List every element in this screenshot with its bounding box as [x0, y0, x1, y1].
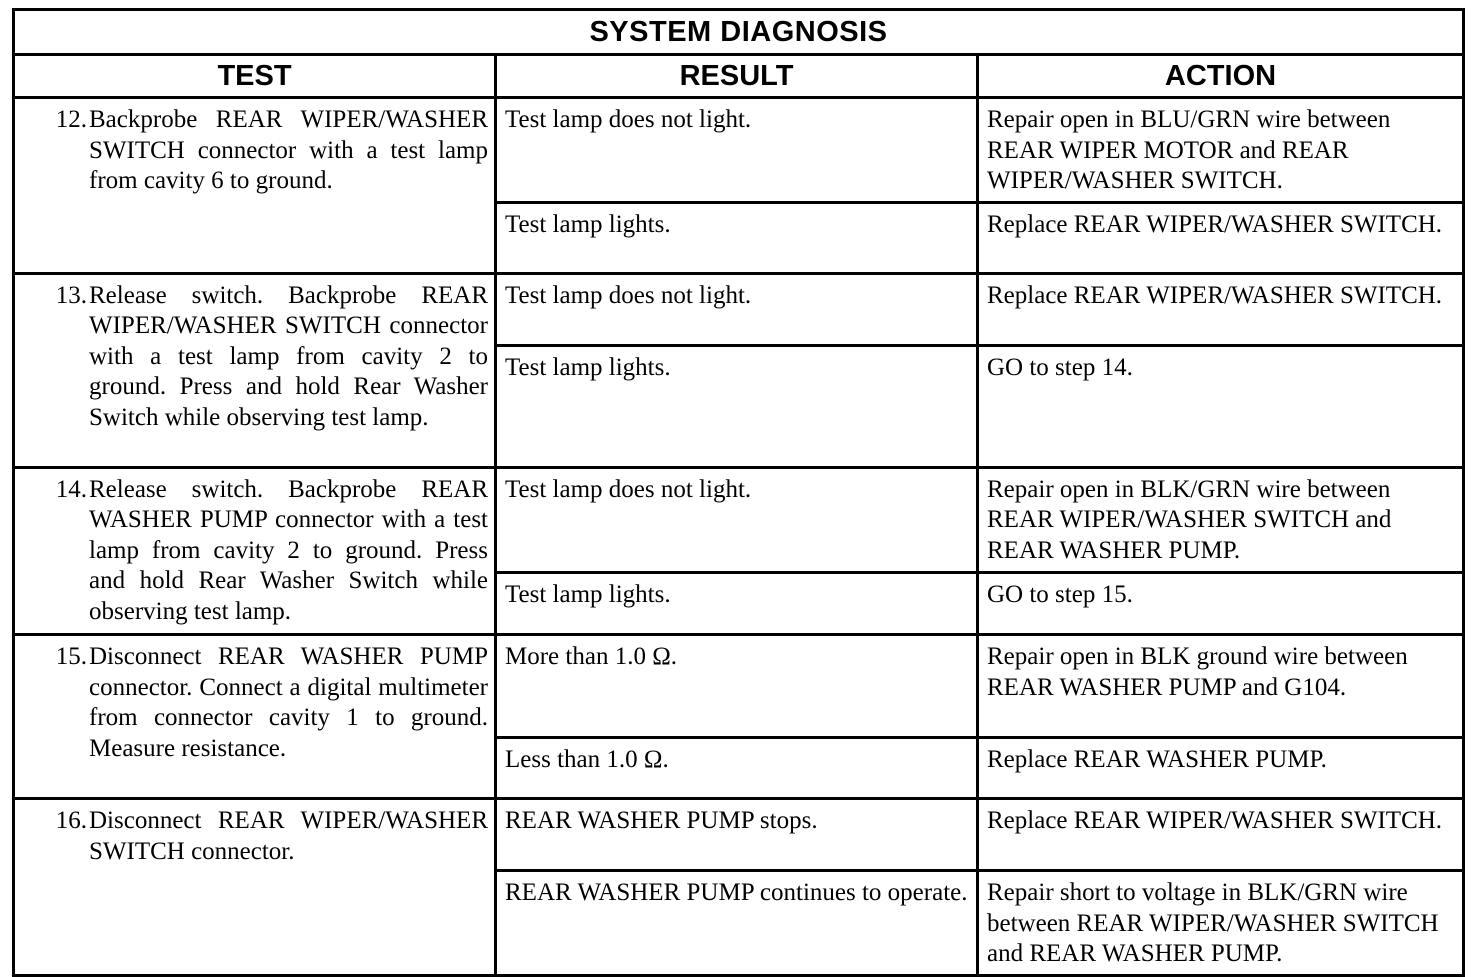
action-cell: GO to step 14.	[978, 345, 1464, 467]
action-cell: GO to step 15.	[978, 573, 1464, 635]
result-cell: Test lamp does not light.	[496, 467, 978, 573]
result-cell: Test lamp lights.	[496, 345, 978, 467]
test-cell-step-12	[14, 98, 496, 274]
step-test-text: Disconnect REAR WIPER/WASHER SWITCH connector.	[89, 807, 488, 865]
table-title: SYSTEM DIAGNOSIS	[14, 10, 1464, 55]
table-row	[14, 467, 1464, 573]
result-cell: Test lamp does not light.	[496, 273, 978, 345]
test-cell-step-16	[14, 799, 496, 976]
result-cell: Less than 1.0 Ω.	[496, 738, 978, 799]
table-row	[14, 273, 1464, 345]
action-cell: Replace REAR WASHER PUMP.	[978, 738, 1464, 799]
result-cell: Test lamp lights.	[496, 573, 978, 635]
column-header-action: ACTION	[978, 55, 1464, 98]
step-number: 12.	[55, 106, 87, 133]
table-row	[14, 799, 1464, 871]
step-test-text: Release switch. Backprobe REAR WASHER PUMP connector with a test lamp from cavity 2 to ground. Press and hold Rear Washer Switch while observing test lamp.	[89, 475, 488, 625]
step-number: 16.	[55, 807, 87, 834]
step-test-text: Release switch. Backprobe REAR WIPER/WASHER SWITCH connector with a test lamp from cavity 2 to ground. Press and hold Rear Washer Switch while observing test lamp.	[89, 281, 488, 431]
action-cell: Replace REAR WIPER/WASHER SWITCH.	[978, 799, 1464, 871]
system-diagnosis-sheet	[12, 8, 1462, 977]
system-diagnosis-table	[12, 8, 1465, 977]
test-cell-step-15	[14, 635, 496, 799]
result-cell: More than 1.0 Ω.	[496, 635, 978, 738]
step-number: 15.	[55, 643, 87, 670]
action-cell: Repair open in BLK ground wire between REAR WASHER PUMP and G104.	[978, 635, 1464, 738]
result-cell: Test lamp does not light.	[496, 98, 978, 203]
result-cell: Test lamp lights.	[496, 202, 978, 273]
action-cell: Repair short to voltage in BLK/GRN wire between REAR WIPER/WASHER SWITCH and REAR WASHER PUMP.	[978, 871, 1464, 976]
step-test-text: Backprobe REAR WIPER/WASHER SWITCH connector with a test lamp from cavity 6 to ground.	[89, 106, 488, 194]
action-cell: Repair open in BLU/GRN wire between REAR WIPER MOTOR and REAR WIPER/WASHER SWITCH.	[978, 98, 1464, 203]
test-cell-step-14	[14, 467, 496, 635]
action-cell: Repair open in BLK/GRN wire between REAR WIPER/WASHER SWITCH and REAR WASHER PUMP.	[978, 467, 1464, 573]
step-number: 14.	[55, 475, 87, 503]
table-row	[14, 98, 1464, 203]
action-cell: Replace REAR WIPER/WASHER SWITCH.	[978, 202, 1464, 273]
column-header-result: RESULT	[496, 55, 978, 98]
step-test-text: Disconnect REAR WASHER PUMP connector. Connect a digital multimeter from connector cavity 1 to ground. Measure resistance.	[89, 643, 488, 762]
test-cell-step-13	[14, 273, 496, 467]
table-row	[14, 635, 1464, 738]
step-number: 13.	[55, 281, 87, 309]
result-cell: REAR WASHER PUMP stops.	[496, 799, 978, 871]
result-cell: REAR WASHER PUMP continues to operate.	[496, 871, 978, 976]
action-cell: Replace REAR WIPER/WASHER SWITCH.	[978, 273, 1464, 345]
column-header-test: TEST	[14, 55, 496, 98]
